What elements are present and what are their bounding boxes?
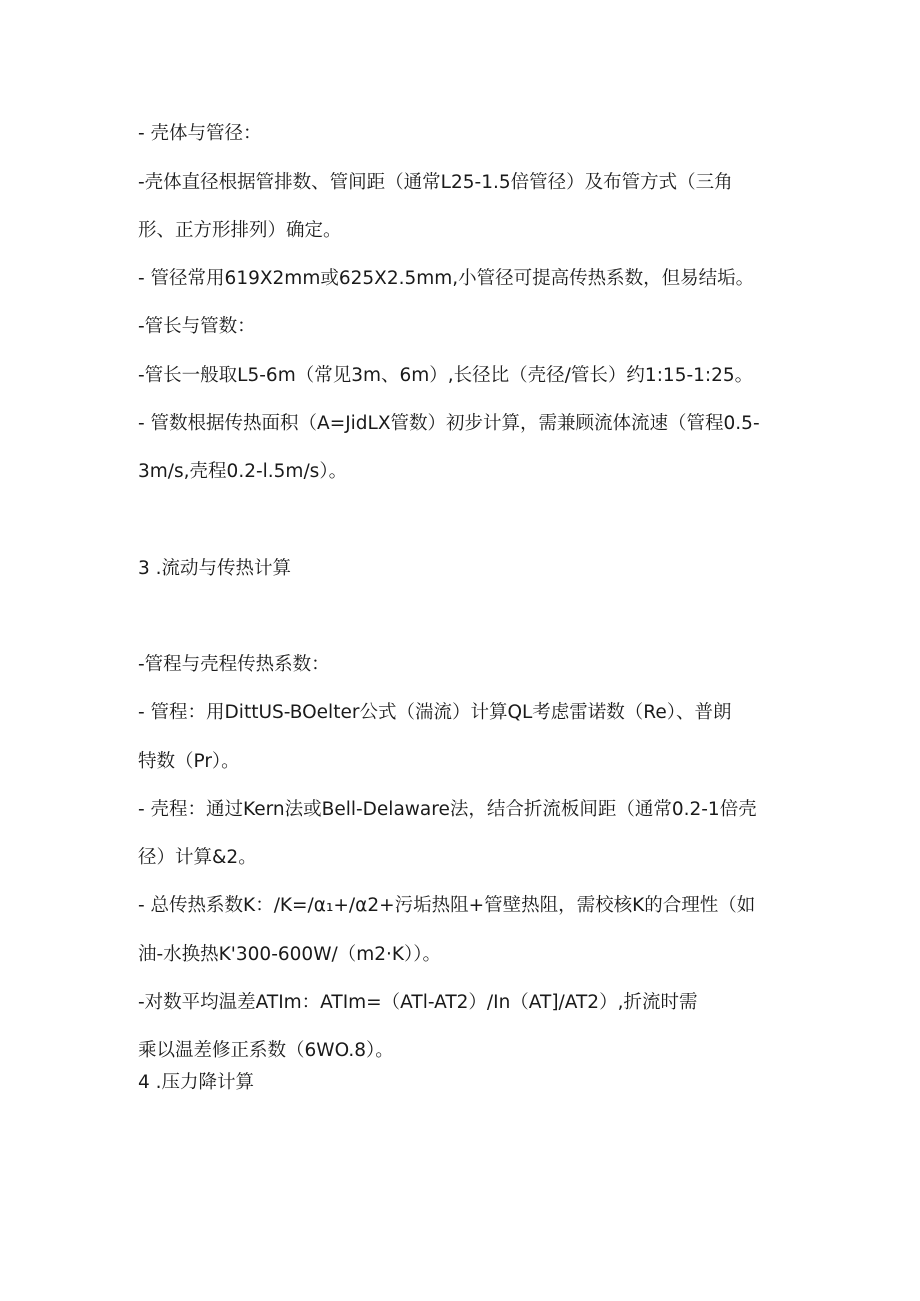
text-line: -壳体直径根据管排数、管间距（通常L25-1.5倍管径）及布管方式（三角: [138, 172, 733, 193]
text-line: -管长一般取L5-6m（常见3m、6m）,长径比（壳径/管长）约1:15-1:25。: [138, 365, 754, 386]
text-line: 径）计算&2。: [138, 847, 257, 868]
text-line: 乘以温差修正系数（6WO.8）。: [138, 1040, 394, 1061]
text-line: - 总传热系数K：∕K=∕α₁+∕α2+污垢热阻+管壁热阻，需校核K的合理性（如: [138, 895, 756, 916]
text-line: -管长与管数：: [138, 316, 256, 337]
text-line: - 管径常用619X2mm或625X2.5mm,小管径可提高传热系数，但易结垢。: [138, 268, 755, 289]
text-line: 3m∕s,壳程0.2-l.5m/s）。: [138, 461, 348, 482]
text-line: 特数（Pr）。: [138, 751, 240, 772]
text-line: - 壳体与管径：: [138, 123, 262, 144]
text-line: - 管数根据传热面积（A=JidLX管数）初步计算，需兼顾流体流速（管程0.5-: [138, 413, 760, 434]
text-line: -管程与壳程传热系数：: [138, 654, 330, 675]
text-line: - 管程：用DittUS-BOelter公式（湍流）计算QL考虑雷诺数（Re）、普朗: [138, 702, 732, 723]
text-line: 形、正方形排列）确定。: [138, 220, 342, 241]
text-line: - 壳程：通过Kern法或Bell-Delaware法，结合折流板间距（通常0.2-1倍壳: [138, 799, 757, 820]
text-line: -对数平均温差ATIm：ATIm=（ATl-AT2）/In（AT]/AT2）,折流时需: [138, 992, 698, 1013]
text-line: 油-水换热K'300-600W∕（m2·K））。: [138, 944, 442, 965]
section-heading: 3 .流动与传热计算: [138, 558, 292, 579]
section-heading: 4 .压力降计算: [138, 1072, 255, 1093]
